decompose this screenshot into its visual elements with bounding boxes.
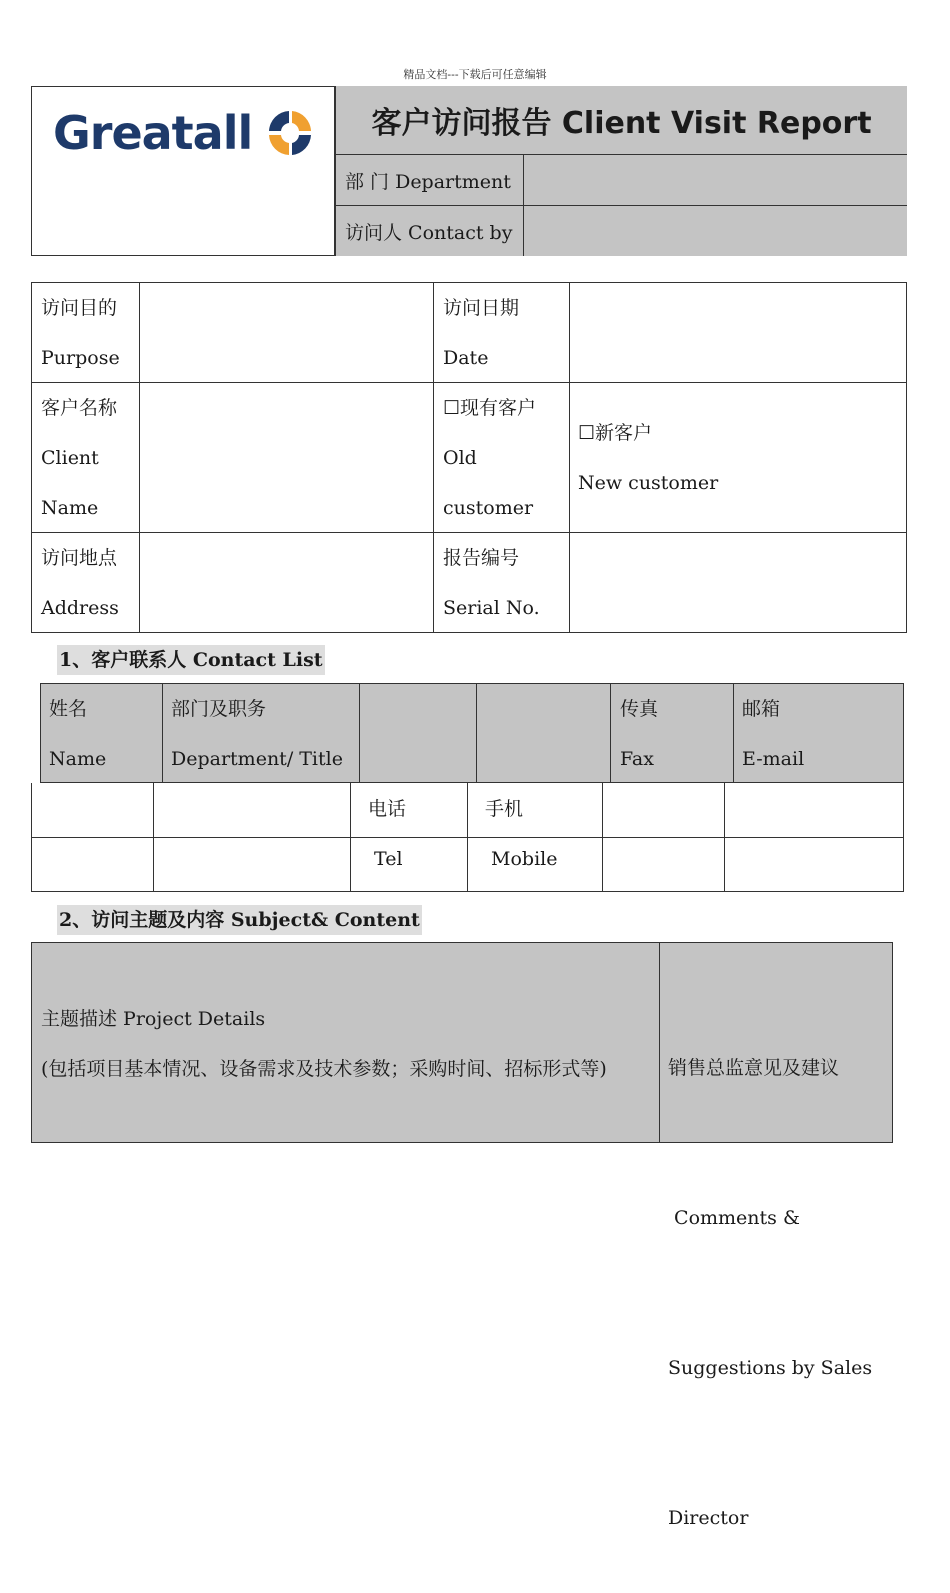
column-header-email: 邮箱 E-mail: [742, 698, 805, 770]
divider: [433, 282, 434, 633]
report-title: 客户访问报告 Client Visit Report: [335, 86, 907, 155]
table-row[interactable]: [32, 784, 904, 837]
table-row[interactable]: [32, 838, 904, 891]
column-header-name: 姓名 Name: [49, 698, 107, 770]
purpose-field[interactable]: [140, 283, 433, 382]
divider: [610, 683, 611, 783]
client-name-field[interactable]: [140, 383, 433, 532]
serial-field[interactable]: [570, 533, 906, 632]
divider: [659, 942, 660, 1143]
column-header-tel: 电话 Tel: [368, 798, 407, 870]
divider: [733, 683, 734, 783]
divider: [162, 683, 163, 783]
column-header-fax: 传真 Fax: [620, 698, 659, 770]
director-comments-label: 销售总监意见及建议 Comments & Suggestions by Sales Director: [668, 1057, 873, 1529]
section-contact-list-title: 1、客户联系人 Contact List: [57, 645, 325, 675]
divider: [476, 683, 477, 783]
contact-label: 访问人 Contact by: [335, 206, 524, 256]
company-logo-icon: [265, 109, 315, 159]
project-details-label: 主题描述 Project Details (包括项目基本情况、设备需求及技术参数；采购时间、招标形式等): [41, 1008, 607, 1080]
new-customer-checkbox[interactable]: ☐新客户 New customer: [578, 422, 719, 494]
date-label: 访问日期 Date: [443, 297, 520, 369]
old-customer-checkbox[interactable]: ☐现有客户 Old customer: [443, 397, 537, 519]
column-header-mobile: 手机 Mobile: [485, 798, 558, 870]
serial-label: 报告编号 Serial No.: [443, 547, 540, 619]
purpose-label: 访问目的 Purpose: [41, 297, 120, 369]
header-note: 精品文档---下载后可任意编辑: [403, 68, 547, 81]
address-label: 访问地点 Address: [41, 547, 119, 619]
section-subject-title: 2、访问主题及内容 Subject& Content: [57, 905, 422, 935]
department-field[interactable]: [524, 155, 907, 206]
company-logo-text: Greatall: [53, 106, 253, 160]
divider: [359, 683, 360, 783]
client-name-label: 客户名称 Client Name: [41, 397, 118, 519]
department-label: 部 门 Department: [335, 155, 524, 206]
address-field[interactable]: [140, 533, 433, 632]
contact-field[interactable]: [524, 206, 907, 256]
column-header-department: 部门及职务 Department/ Title: [171, 698, 343, 770]
date-field[interactable]: [570, 283, 906, 382]
